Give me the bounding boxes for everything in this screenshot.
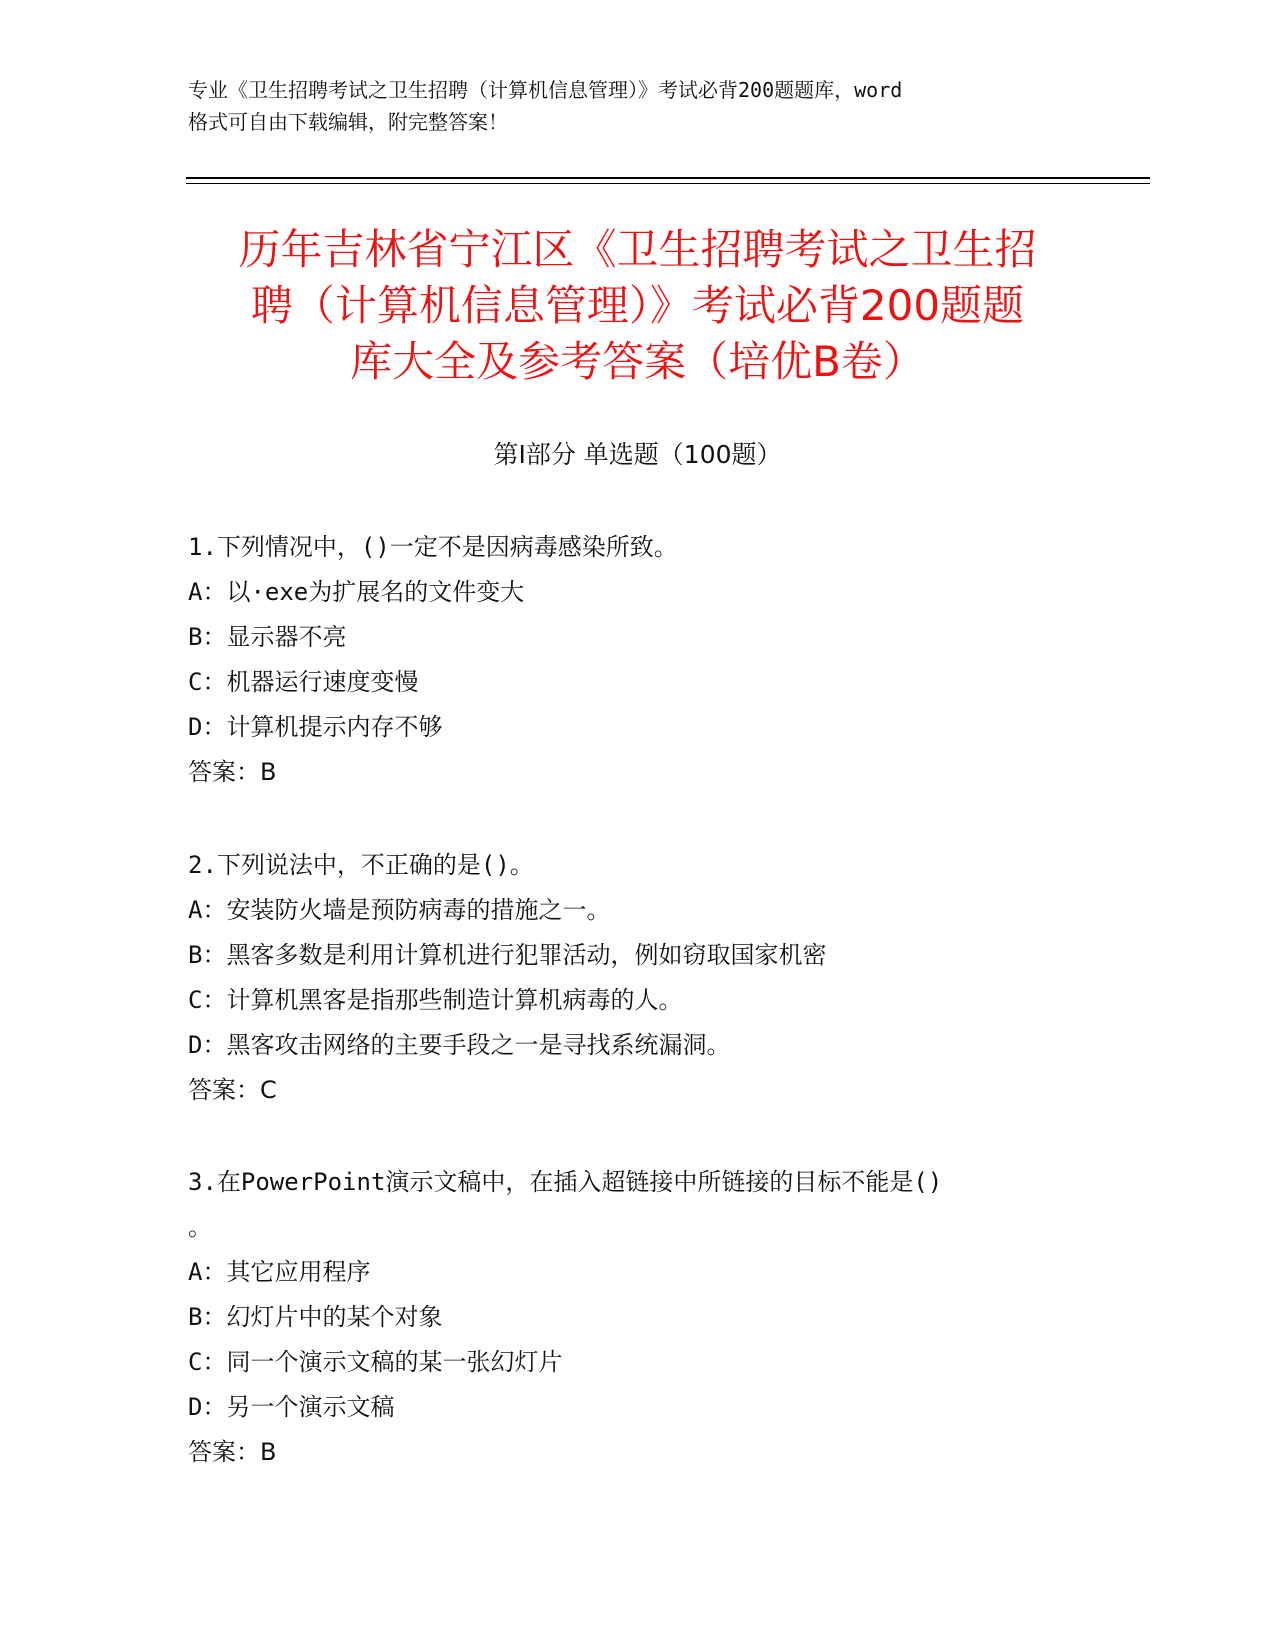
question-stem: 2.下列说法中，不正确的是()。	[188, 851, 534, 879]
option-b: B：显示器不亮	[188, 623, 347, 651]
answer-label: 答案：B	[188, 1438, 277, 1466]
question-2	[188, 843, 1088, 1113]
document-title	[160, 222, 1115, 390]
option-a: A：其它应用程序	[188, 1258, 371, 1286]
option-c: C：机器运行速度变慢	[188, 668, 419, 696]
question-stem-line-2: 。	[188, 1213, 212, 1241]
document-title-line-1: 历年吉林省宁江区《卫生招聘考试之卫生招	[238, 225, 1037, 274]
document-title-line-3: 库大全及参考答案（培优B卷）	[350, 337, 925, 386]
section-title: 第Ⅰ部分 单选题（100题）	[493, 440, 782, 469]
option-a: A：以·exe为扩展名的文件变大	[188, 578, 525, 606]
header-note-line-2: 格式可自由下载编辑，附完整答案！	[188, 110, 508, 134]
option-d: D：另一个演示文稿	[188, 1393, 395, 1421]
answer-label: 答案：C	[188, 1076, 277, 1104]
option-d: D：计算机提示内存不够	[188, 713, 443, 741]
option-d: D：黑客攻击网络的主要手段之一是寻找系统漏洞。	[188, 1031, 731, 1059]
option-b: B：黑客多数是利用计算机进行犯罪活动，例如窃取国家机密	[188, 941, 827, 969]
header-note	[188, 74, 1088, 138]
header-divider-thin	[186, 183, 1150, 184]
question-1	[188, 525, 1088, 795]
question-3	[188, 1160, 1088, 1475]
option-b: B：幻灯片中的某个对象	[188, 1303, 443, 1331]
document-title-line-2: 聘（计算机信息管理）》考试必背200题题	[250, 281, 1025, 330]
header-note-line-1: 专业《卫生招聘考试之卫生招聘（计算机信息管理）》考试必背200题题库，word	[188, 78, 903, 102]
question-stem: 1.下列情况中，()一定不是因病毒感染所致。	[188, 533, 678, 561]
option-c: C：同一个演示文稿的某一张幻灯片	[188, 1348, 563, 1376]
question-stem-line-1: 3.在PowerPoint演示文稿中，在插入超链接中所链接的目标不能是()	[188, 1168, 943, 1196]
option-c: C：计算机黑客是指那些制造计算机病毒的人。	[188, 986, 683, 1014]
answer-label: 答案：B	[188, 758, 277, 786]
header-divider-thick	[186, 177, 1150, 179]
option-a: A：安装防火墙是预防病毒的措施之一。	[188, 896, 611, 924]
